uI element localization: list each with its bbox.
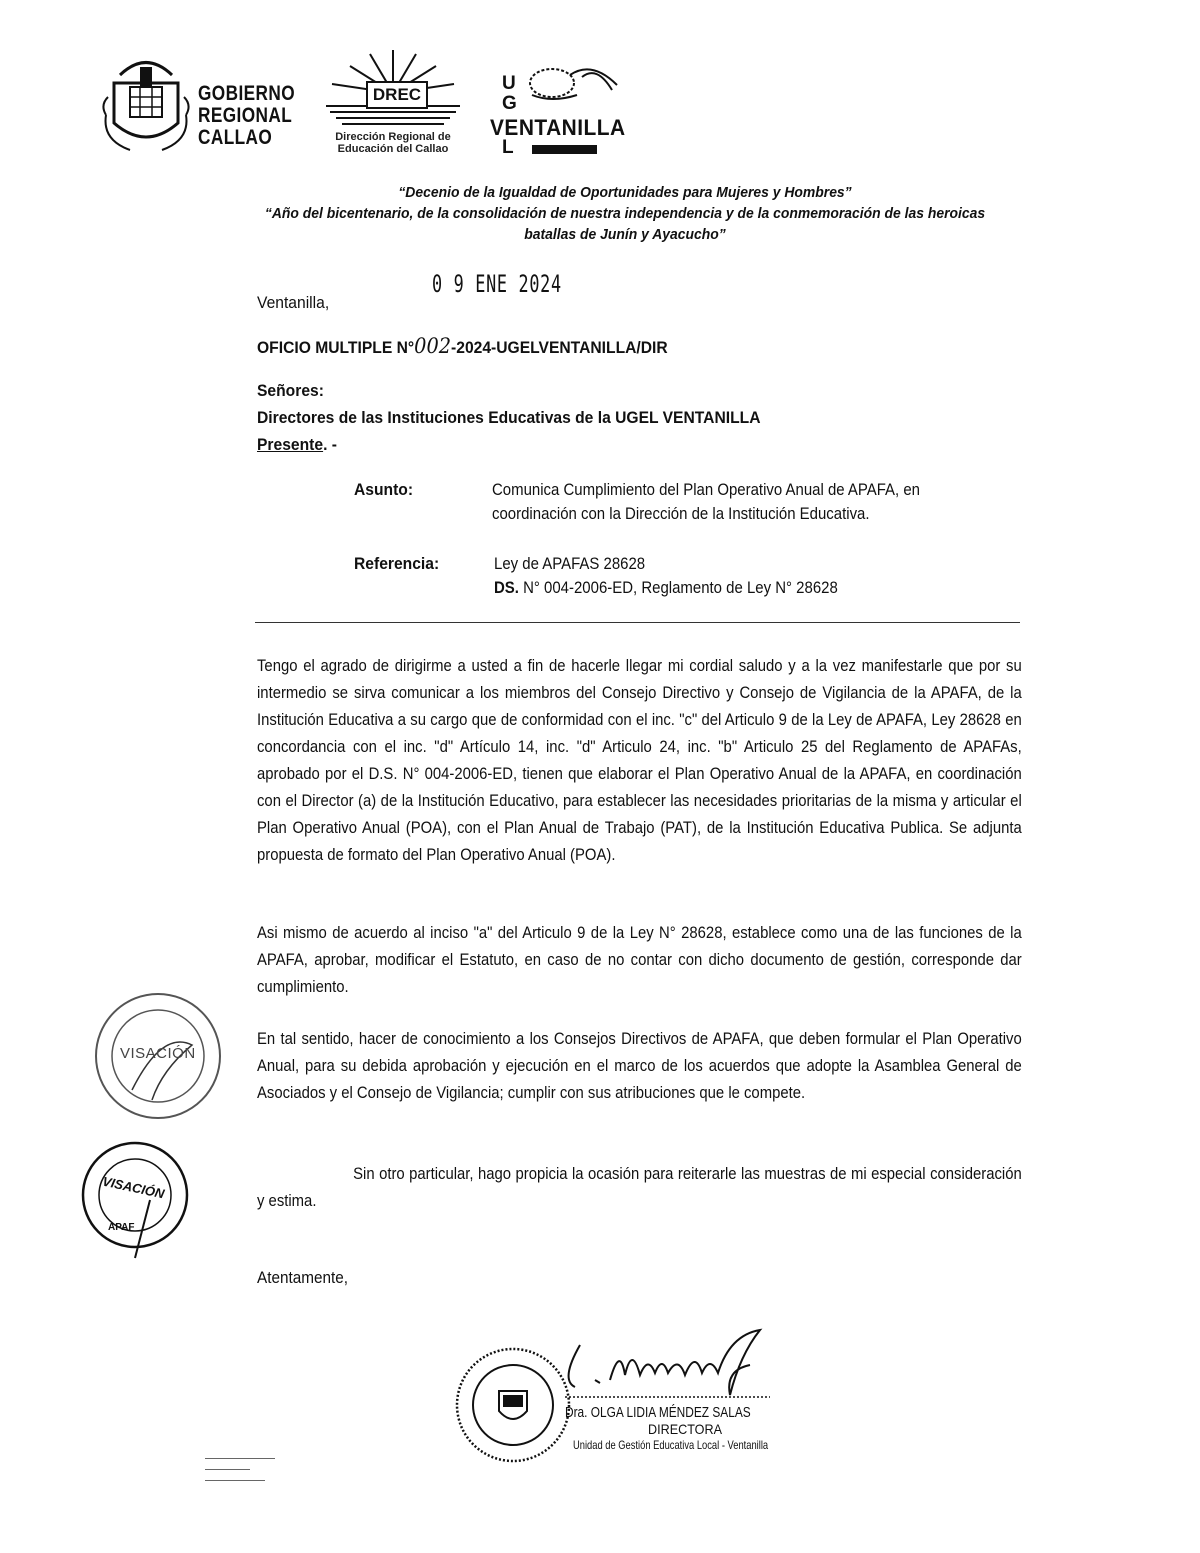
visacion-text-2: VISACIÓN [101, 1173, 166, 1202]
body-paragraph-4: Sin otro particular, hago propicia la ocasión para reiterarle las muestras de mi especial consideración y estima. [257, 1164, 1022, 1210]
date-stamp: 0 9 ENE 2024 [432, 270, 562, 298]
ugel-letter-l: L [502, 137, 514, 158]
gobierno-regional-logo [100, 45, 300, 160]
drec-caption: Dirección Regional de Educación del Callao [335, 131, 451, 155]
handwritten-signature-icon [550, 1325, 780, 1405]
visacion-text-1: VISACIÓN [120, 1045, 196, 1062]
signatory-name: Dra. OLGA LIDIA MÉNDEZ SALAS [565, 1405, 751, 1421]
drec-acronym: DREC [366, 81, 428, 109]
ugel-letter-u: U [502, 73, 516, 94]
callao-shield-icon [100, 45, 192, 155]
presente: Presente [257, 435, 324, 454]
salutation: Señores: [257, 381, 324, 400]
asunto-label: Asunto: [354, 480, 414, 499]
oficio-number: OFICIO MULTIPLE N°002-2024-UGELVENTANILLA/DIR [257, 334, 668, 358]
round-seal-icon [80, 1140, 190, 1260]
referencia-text: Ley de APAFAS 28628 DS. N° 004-2006-ED, Reglamento de Ley N° 28628 [494, 554, 838, 597]
closing: Atentamente, [257, 1268, 349, 1287]
motto-bicentenario-2: batallas de Junín y Ayacucho” [524, 227, 726, 243]
body-paragraph-2: Asi mismo de acuerdo al inciso "a" del Articulo 9 de la Ley N° 28628, establece como una de las funciones de la APAFA, aprobar, modificar el Estatuto, en caso de no contar con dicho documento de gestión, corresponde dar cumplimiento. [257, 923, 1022, 996]
motto-decenio: “Decenio de la Igualdad de Oportunidades para Mujeres y Hombres” [398, 185, 852, 201]
letter-place: Ventanilla, [257, 293, 330, 312]
ugel-black-bar [532, 145, 597, 154]
signature-block [565, 1405, 823, 1453]
handwritten-number: 002 [414, 334, 452, 358]
motto-bicentenario-1: “Año del bicentenario, de la consolidación de nuestra independencia y de la conmemoración de las heroicas [264, 206, 986, 222]
separator-line [255, 622, 1020, 623]
ugel-ventanilla-logo [490, 55, 626, 160]
ugel-letter-g: G [502, 93, 517, 114]
referencia-label: Referencia: [354, 554, 440, 573]
visacion-bottom-text: APAF [108, 1222, 135, 1233]
body-paragraph-1: Tengo el agrado de dirigirme a usted a fin de hacerle llegar mi cordial saludo y a la vez manifestarle que por su intermedio se sirva comunicar a los miembros del Consejo Directivo y Consejo de Vigilancia de la APAFA, de la Institución Educativa a su cargo que de conformidad con el inc. "c" del Articulo 9 de la Ley de APAFA, Ley 28628 en concordancia con el inc. "d" Artículo 14, inc. "d" Articulo 24, inc. "b" Articulo 25 del Reglamento de APAFAs, aprobado por el D.S. N° 004-2006-ED, tienen que elaborar el Plan Operativo Anual de la APAFA, en coordinación con el Director (a) de la Institución Educativo, para establecer las necesidades prioritarias de la misma y articular el Plan Operativo Anual (POA), con el Plan Anual de Trabajo (PAT), de la Institución Educativa Publica. Se adjunta propuesta de formato del Plan Operativo Anual (POA). [257, 656, 1022, 864]
drec-logo [318, 48, 468, 158]
ugel-name: VENTANILLA [490, 115, 626, 140]
asunto-text: Comunica Cumplimiento del Plan Operativo Anual de APAFA, en coordinación con la Dirección de la Institución Educativa. [492, 480, 920, 523]
signatory-title: DIRECTORA [648, 1421, 722, 1437]
official-mottos [246, 183, 1004, 246]
signatory-unit: Unidad de Gestión Educativa Local - Ventanilla [573, 1438, 769, 1452]
bird-wave-icon [522, 55, 622, 105]
visacion-stamp-1 [92, 990, 224, 1122]
visacion-stamp-2 [80, 1140, 190, 1260]
recipients-block: Señores: Directores de las Instituciones Educativas de la UGEL VENTANILLA Presente. - [257, 377, 761, 458]
typist-initials [205, 1458, 275, 1487]
body-paragraph-3: En tal sentido, hacer de conocimiento a los Consejos Directivos de APAFA, que deben formular el Plan Operativo Anual, para su debida aprobación y ejecución en el marco de los acuerdos que adopte la Asamblea General de Asociados y el Consejo de Vigilancia; cumplir con sus atribuciones que le compete. [257, 1029, 1022, 1102]
gobierno-regional-wordmark: GOBIERNO REGIONAL CALLAO [198, 82, 296, 149]
recipients: Directores de las Instituciones Educativas de la UGEL VENTANILLA [257, 408, 761, 427]
